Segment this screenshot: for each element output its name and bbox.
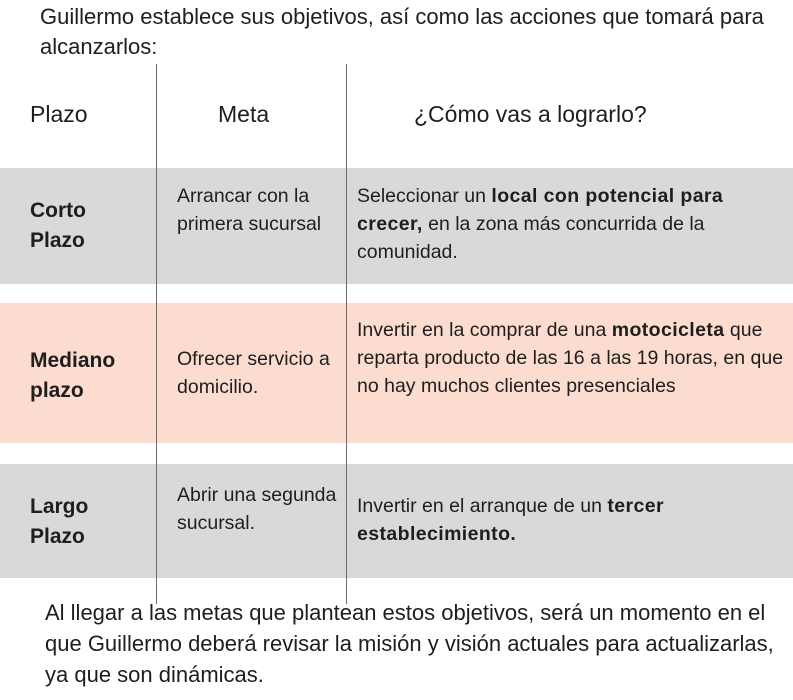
term-line-2: Plazo xyxy=(30,229,85,252)
header-term: Plazo xyxy=(30,101,88,127)
term-line-1: Corto xyxy=(30,199,86,222)
action-cell xyxy=(357,182,785,266)
action-text: Invertir en la comprar de una xyxy=(357,319,612,341)
term-cell xyxy=(30,196,86,256)
action-emphasis: motocicleta xyxy=(611,319,725,341)
term-line-2: plazo xyxy=(30,379,84,402)
closing-paragraph: Al llegar a las metas que plantean estos objetivos, será un momento en el que Guillermo deberá revisar la misión y visión actuales para actualizarlas, ya que son dinámicas. xyxy=(45,600,774,687)
column-divider xyxy=(346,64,347,604)
header-goal: Meta xyxy=(218,101,270,127)
intro-paragraph: Guillermo establece sus objetivos, así como las acciones que tomará para alcanzarlos: xyxy=(40,4,764,59)
column-divider xyxy=(156,64,157,604)
term-line-1: Largo xyxy=(30,495,89,518)
table-header xyxy=(0,96,793,136)
action-text-end: que reparta producto de las 16 a las 19 horas, en que no hay muchos clientes presenciales xyxy=(357,319,784,397)
action-cell xyxy=(357,492,785,548)
table-row-long-term xyxy=(0,464,793,578)
action-text: Seleccionar un xyxy=(357,185,492,207)
table-row-medium-term xyxy=(0,303,793,443)
goal-cell: Abrir una segunda sucursal. xyxy=(177,484,337,534)
term-cell xyxy=(30,492,88,552)
action-emphasis: local con potencial para crecer, xyxy=(357,185,724,235)
term-line-1: Mediano xyxy=(30,349,116,372)
action-text: Invertir en el arranque de un xyxy=(357,495,608,517)
action-cell xyxy=(357,316,785,400)
table-row-short-term xyxy=(0,168,793,284)
action-text-end: en la zona más concurrida de la comunidad. xyxy=(357,213,705,263)
term-line-2: Plazo xyxy=(30,525,85,548)
goal-cell: Arrancar con la primera sucursal xyxy=(177,185,322,235)
goal-cell: Ofrecer servicio a domicilio. xyxy=(177,348,330,398)
header-action: ¿Cómo vas a lograrlo? xyxy=(414,101,647,127)
term-cell xyxy=(30,346,115,406)
action-emphasis: tercer establecimiento. xyxy=(357,495,665,545)
